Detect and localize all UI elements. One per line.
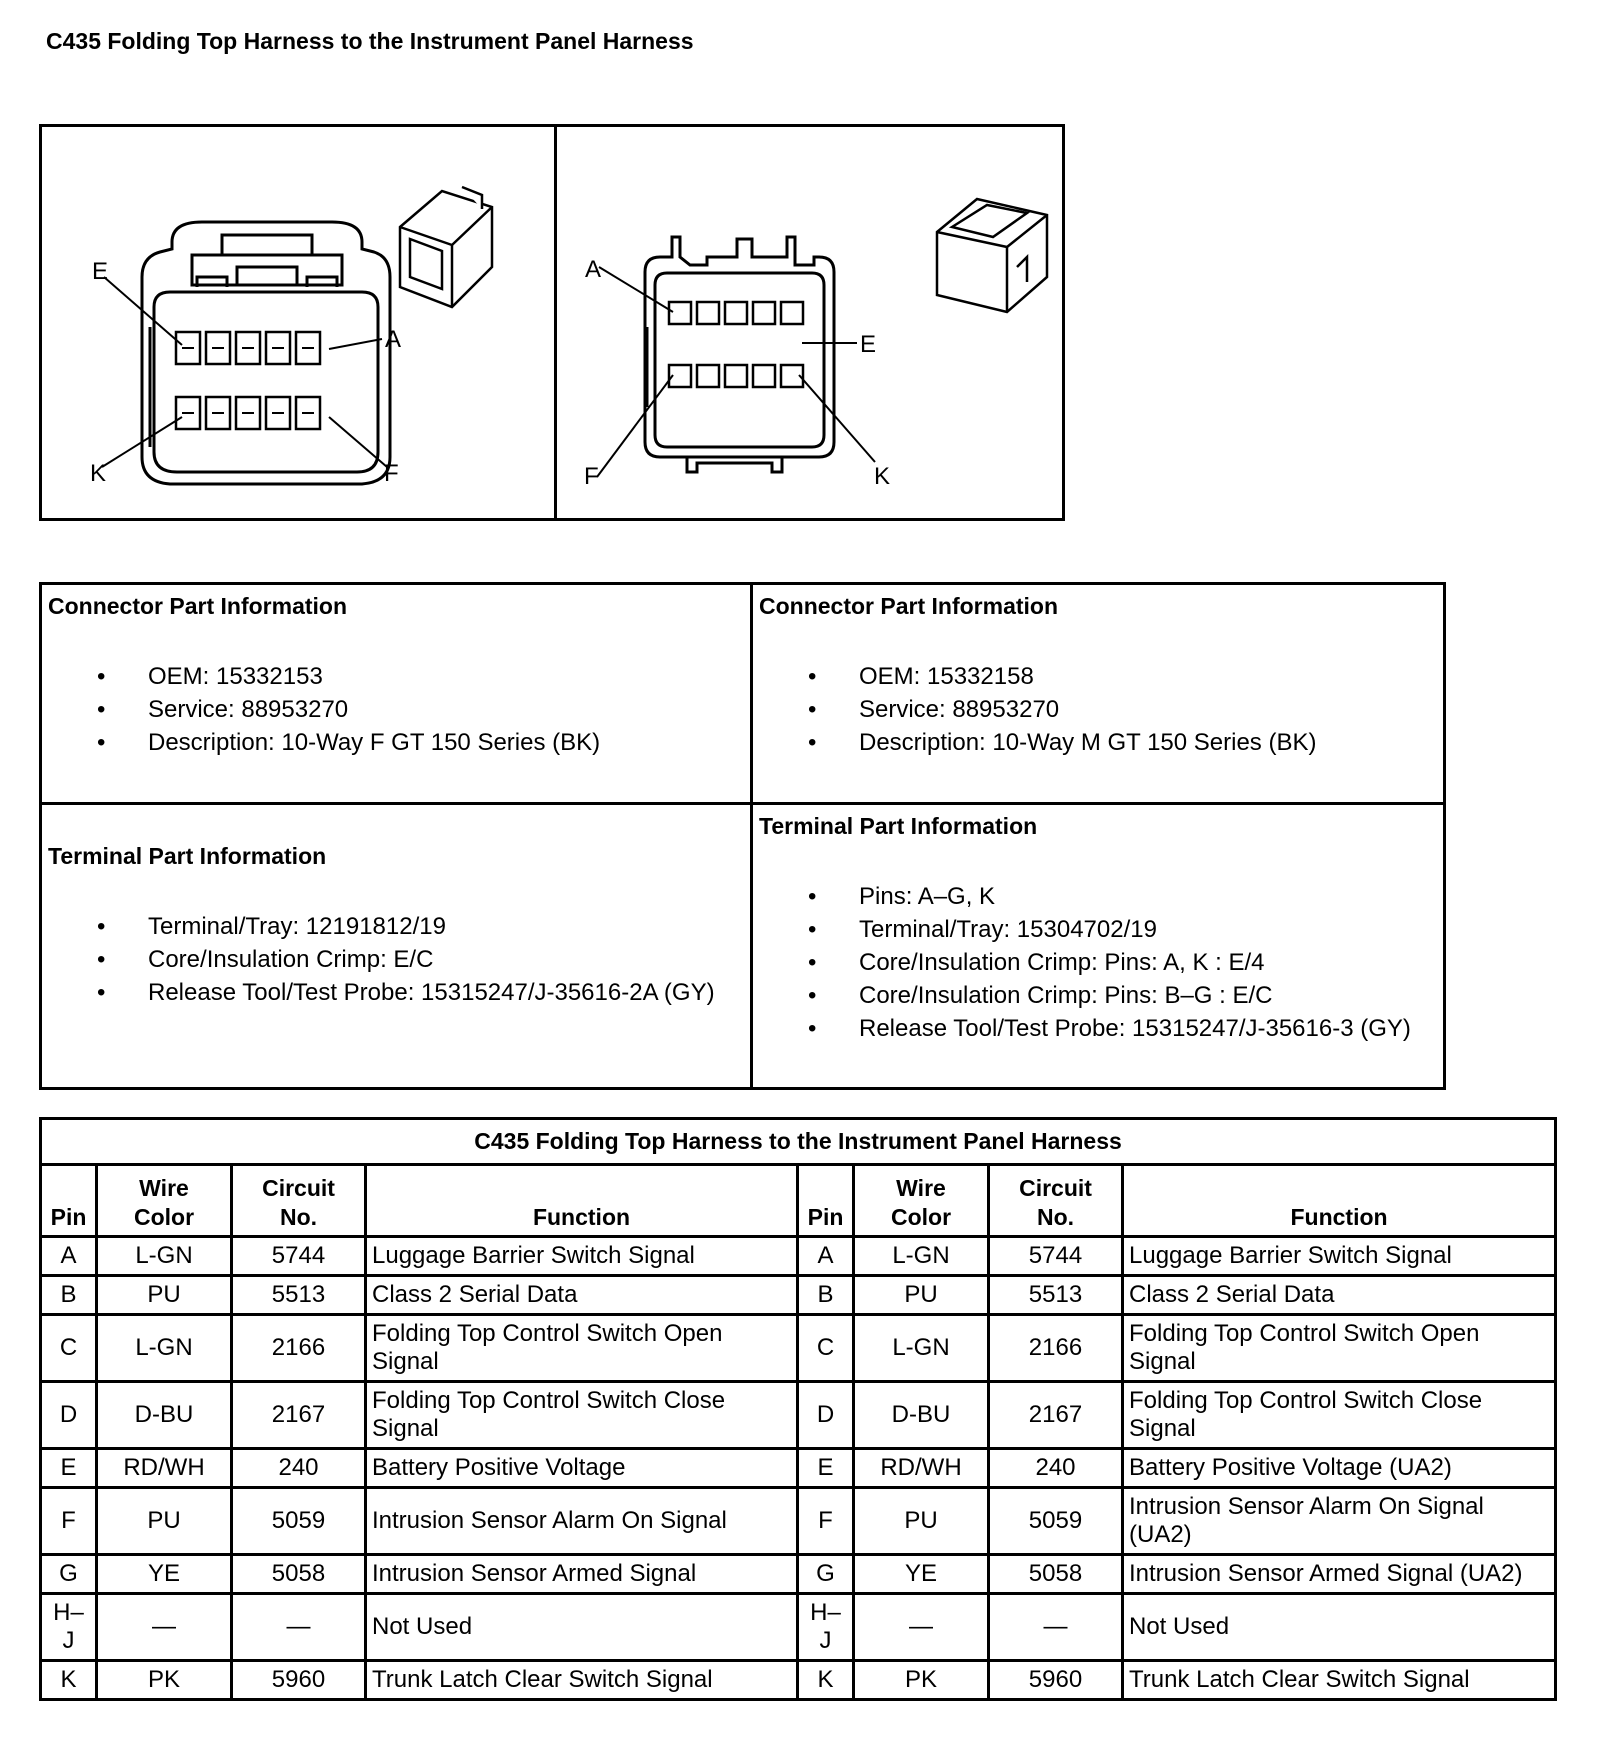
table-row (41, 1315, 1556, 1382)
section-heading: Terminal Part Information (759, 813, 1038, 839)
table-header-row (41, 1165, 1556, 1237)
circuit-cell: 5744 (232, 1237, 366, 1276)
circuit-cell: — (232, 1594, 366, 1661)
circuit-cell: 5058 (989, 1555, 1123, 1594)
pin-cell: A (798, 1237, 854, 1276)
function-cell: Trunk Latch Clear Switch Signal (366, 1661, 798, 1700)
pin-cell: B (798, 1276, 854, 1315)
function-cell: Luggage Barrier Switch Signal (366, 1237, 798, 1276)
function-cell: Trunk Latch Clear Switch Signal (1123, 1661, 1556, 1700)
function-cell: Folding Top Control Switch Open Signal (1123, 1315, 1556, 1382)
pin-label-e: E (92, 258, 109, 285)
pinout-table (39, 1117, 1557, 1701)
pin-cell: C (41, 1315, 97, 1382)
header-pin: Pin (41, 1165, 97, 1237)
list-item: • Description: 10-Way M GT 150 Series (BK) (759, 726, 1446, 759)
circuit-cell: 5960 (232, 1661, 366, 1700)
list-item: • Core/Insulation Crimp: E/C (48, 943, 750, 976)
wire-color-cell: RD/WH (97, 1449, 232, 1488)
function-cell: Battery Positive Voltage (366, 1449, 798, 1488)
pin-label-a: A (385, 326, 402, 353)
list-item: • OEM: 15332158 (759, 660, 1446, 693)
function-cell: Folding Top Control Switch Open Signal (366, 1315, 798, 1382)
function-cell: Luggage Barrier Switch Signal (1123, 1237, 1556, 1276)
pin-cell: D (41, 1382, 97, 1449)
connector-info-left (42, 593, 750, 759)
wire-color-cell: — (854, 1594, 989, 1661)
list-item: • Release Tool/Test Probe: 15315247/J-35616-3 (GY) (759, 1012, 1446, 1045)
circuit-cell: 240 (989, 1449, 1123, 1488)
pin-label-k: K (874, 463, 891, 490)
pin-cell: H–J (798, 1594, 854, 1661)
header-circuit: Circuit No. (232, 1165, 366, 1237)
wire-color-cell: D-BU (854, 1382, 989, 1449)
function-cell: Intrusion Sensor Alarm On Signal (366, 1488, 798, 1555)
function-cell: Intrusion Sensor Armed Signal (UA2) (1123, 1555, 1556, 1594)
pin-cell: E (41, 1449, 97, 1488)
wire-color-cell: D-BU (97, 1382, 232, 1449)
connector-info-right (753, 593, 1446, 759)
male-connector-iso-icon (937, 199, 1047, 312)
circuit-cell: 5059 (232, 1488, 366, 1555)
header-wire-color: Wire Color (854, 1165, 989, 1237)
table-row (41, 1555, 1556, 1594)
pin-cell: F (798, 1488, 854, 1555)
list-item: • OEM: 15332153 (48, 660, 750, 693)
table-row (41, 1382, 1556, 1449)
wire-color-cell: YE (97, 1555, 232, 1594)
info-divider-horizontal (42, 802, 1443, 805)
wire-color-cell: L-GN (854, 1237, 989, 1276)
male-connector-face (557, 127, 1062, 518)
pin-cell: G (41, 1555, 97, 1594)
list-item: • Core/Insulation Crimp: Pins: A, K : E/4 (759, 946, 1446, 979)
wire-color-cell: L-GN (97, 1237, 232, 1276)
part-info-grid (39, 582, 1446, 1090)
function-cell: Not Used (366, 1594, 798, 1661)
circuit-cell: 5058 (232, 1555, 366, 1594)
circuit-cell: 5059 (989, 1488, 1123, 1555)
circuit-cell: — (989, 1594, 1123, 1661)
function-cell: Intrusion Sensor Armed Signal (366, 1555, 798, 1594)
header-function: Function (1123, 1165, 1556, 1237)
section-heading: Terminal Part Information (48, 843, 327, 869)
function-cell: Class 2 Serial Data (366, 1276, 798, 1315)
list-item: • Terminal/Tray: 12191812/19 (48, 910, 750, 943)
circuit-cell: 5960 (989, 1661, 1123, 1700)
table-row (41, 1594, 1556, 1661)
function-cell: Intrusion Sensor Alarm On Signal (UA2) (1123, 1488, 1556, 1555)
list-item: • Service: 88953270 (759, 693, 1446, 726)
function-cell: Folding Top Control Switch Close Signal (366, 1382, 798, 1449)
pin-label-a: A (585, 256, 602, 283)
pin-cell: F (41, 1488, 97, 1555)
list-item: • Service: 88953270 (48, 693, 750, 726)
circuit-cell: 2167 (232, 1382, 366, 1449)
list-item: • Pins: A–G, K (759, 880, 1446, 913)
list-item: • Release Tool/Test Probe: 15315247/J-35616-2A (GY) (48, 976, 750, 1009)
pin-label-k: K (90, 460, 107, 487)
wire-color-cell: PU (97, 1488, 232, 1555)
table-row (41, 1449, 1556, 1488)
pin-label-e: E (860, 331, 877, 358)
wire-color-cell: RD/WH (854, 1449, 989, 1488)
wire-color-cell: — (97, 1594, 232, 1661)
function-cell: Battery Positive Voltage (UA2) (1123, 1449, 1556, 1488)
section-heading: Connector Part Information (759, 593, 1059, 619)
wire-color-cell: PK (854, 1661, 989, 1700)
section-heading: Connector Part Information (48, 593, 348, 619)
circuit-cell: 5744 (989, 1237, 1123, 1276)
circuit-cell: 240 (232, 1449, 366, 1488)
function-cell: Class 2 Serial Data (1123, 1276, 1556, 1315)
header-function: Function (366, 1165, 798, 1237)
table-row (41, 1237, 1556, 1276)
pin-cell: K (798, 1661, 854, 1700)
circuit-cell: 2166 (989, 1315, 1123, 1382)
terminal-info-left (42, 843, 750, 1009)
wire-color-cell: PU (854, 1488, 989, 1555)
wire-color-cell: L-GN (854, 1315, 989, 1382)
list-item: • Terminal/Tray: 15304702/19 (759, 913, 1446, 946)
header-pin: Pin (798, 1165, 854, 1237)
header-circuit: Circuit No. (989, 1165, 1123, 1237)
female-connector-face (42, 127, 554, 518)
pin-cell: G (798, 1555, 854, 1594)
circuit-cell: 2166 (232, 1315, 366, 1382)
pin-cell: K (41, 1661, 97, 1700)
list-item: • Core/Insulation Crimp: Pins: B–G : E/C (759, 979, 1446, 1012)
circuit-cell: 2167 (989, 1382, 1123, 1449)
wire-color-cell: PK (97, 1661, 232, 1700)
wire-color-cell: PU (97, 1276, 232, 1315)
wire-color-cell: PU (854, 1276, 989, 1315)
connector-figure (39, 124, 1065, 521)
wire-color-cell: YE (854, 1555, 989, 1594)
list-item: • Description: 10-Way F GT 150 Series (BK) (48, 726, 750, 759)
table-row (41, 1661, 1556, 1700)
pin-cell: A (41, 1237, 97, 1276)
terminal-info-right (753, 813, 1446, 1045)
pin-label-f: F (584, 463, 599, 490)
pin-cell: H–J (41, 1594, 97, 1661)
pin-label-f: F (384, 460, 399, 487)
circuit-cell: 5513 (232, 1276, 366, 1315)
table-caption: C435 Folding Top Harness to the Instrument Panel Harness (41, 1119, 1556, 1165)
header-wire-color: Wire Color (97, 1165, 232, 1237)
page-title: C435 Folding Top Harness to the Instrument Panel Harness (46, 28, 694, 54)
circuit-cell: 5513 (989, 1276, 1123, 1315)
function-cell: Folding Top Control Switch Close Signal (1123, 1382, 1556, 1449)
function-cell: Not Used (1123, 1594, 1556, 1661)
table-row (41, 1276, 1556, 1315)
table-row (41, 1488, 1556, 1555)
wire-color-cell: L-GN (97, 1315, 232, 1382)
pin-cell: B (41, 1276, 97, 1315)
pin-cell: C (798, 1315, 854, 1382)
female-connector-iso-icon (400, 187, 492, 307)
pin-cell: E (798, 1449, 854, 1488)
pin-cell: D (798, 1382, 854, 1449)
